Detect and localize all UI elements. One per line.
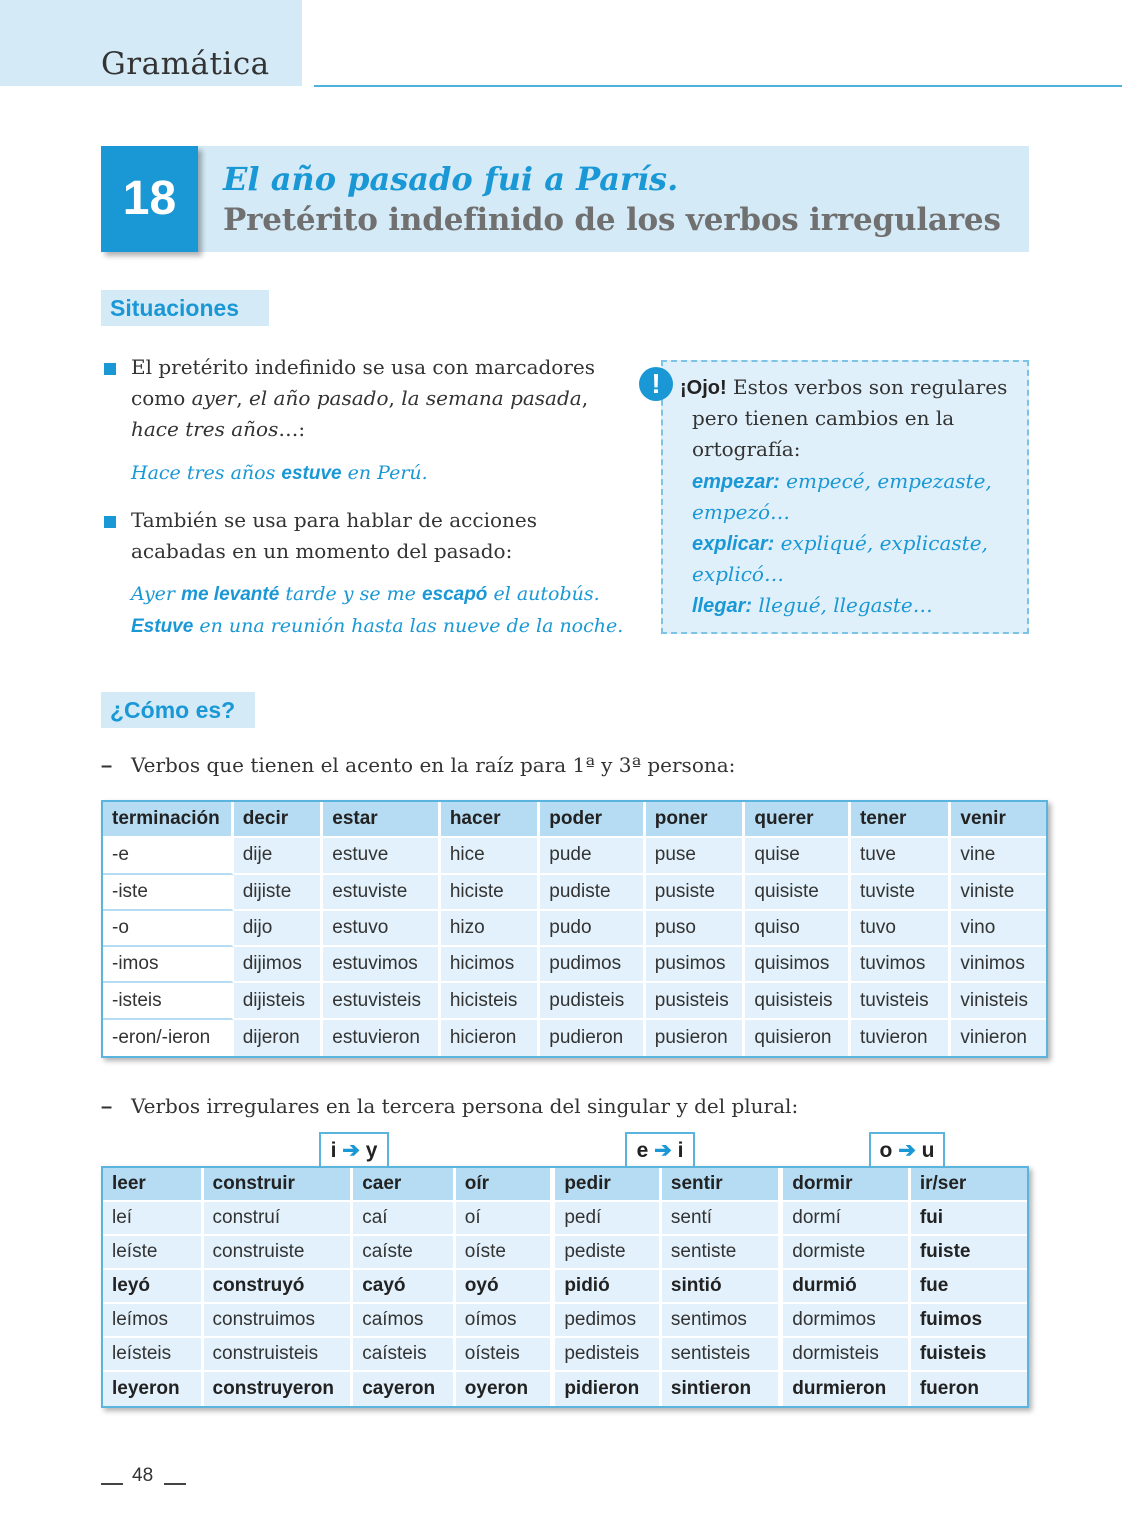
verb-form-cell: construimos <box>204 1304 354 1338</box>
verb-form-cell: quise <box>745 838 851 874</box>
verb-form-cell: sentimos <box>662 1304 783 1338</box>
verb-form-cell: hicimos <box>441 947 540 983</box>
example-1: Hace tres años estuve en Perú. <box>131 462 428 484</box>
table1-header-cell: poder <box>540 802 646 838</box>
verb-form-cell: tuvimos <box>851 947 951 983</box>
table2-header-cell: caer <box>353 1168 456 1202</box>
verb-form-cell: tuvisteis <box>851 983 951 1019</box>
verb-form-cell: dormimos <box>783 1304 911 1338</box>
verb-form-cell: vinimos <box>951 947 1046 983</box>
verb-form-cell: vinisteis <box>951 983 1046 1019</box>
bullet2-line1: También se usa para hablar de acciones <box>131 508 537 532</box>
bullet1-line1: El pretérito indefinido se usa con marcadores <box>131 355 595 379</box>
ojo-line-2: pero tienen cambios en la <box>692 406 955 430</box>
bullet1-line2: como ayer, el año pasado, la semana pasada, <box>131 386 589 410</box>
table1-header-cell: venir <box>951 802 1046 838</box>
verb-form-cell: pusiste <box>646 875 746 911</box>
verb-form-cell: construisteis <box>204 1338 354 1372</box>
verb-form-cell: dijo <box>234 911 324 947</box>
intro-line-2: – Verbos irregulares en la tercera persona del singular y del plural: <box>101 1094 799 1118</box>
chapter-subtitle: Pretérito indefinido de los verbos irregulares <box>223 202 1001 238</box>
bullet-square <box>104 363 116 375</box>
verb-form-cell: pudieron <box>540 1020 646 1056</box>
verb-form-cell: caíste <box>353 1236 456 1270</box>
verb-form-cell: leí <box>103 1202 204 1236</box>
verb-form-cell: oyeron <box>456 1372 556 1406</box>
verb-form-cell: viniste <box>951 875 1046 911</box>
ending-cell: -e <box>103 838 234 874</box>
verb-form-cell: fue <box>911 1270 1027 1304</box>
verb-form-cell: durmieron <box>783 1372 911 1406</box>
verb-form-cell: oísteis <box>456 1338 556 1372</box>
verb-form-cell: pediste <box>555 1236 662 1270</box>
verb-form-cell: fuiste <box>911 1236 1027 1270</box>
verb-form-cell: dijimos <box>234 947 324 983</box>
bullet-square <box>104 516 116 528</box>
verb-form-cell: pidieron <box>555 1372 662 1406</box>
ending-cell: -isteis <box>103 983 234 1019</box>
verb-form-cell: dijeron <box>234 1020 324 1056</box>
chapter-number: 18 <box>101 146 198 252</box>
section-title: Gramática <box>101 46 270 82</box>
verb-form-cell: quisiste <box>745 875 851 911</box>
verb-form-cell: oí <box>456 1202 556 1236</box>
ojo-verb-empezar: empezar: empecé, empezaste, <box>692 469 992 493</box>
verb-form-cell: estuvieron <box>323 1020 441 1056</box>
table-row <box>103 1372 1027 1406</box>
ojo-verb-explicar: explicar: expliqué, explicaste, <box>692 531 988 555</box>
verb-form-cell: fueron <box>911 1372 1027 1406</box>
verb-form-cell: hicieron <box>441 1020 540 1056</box>
verb-form-cell: fuisteis <box>911 1338 1027 1372</box>
tag-o-u: o ➔ u <box>869 1132 945 1168</box>
example-2: Ayer me levanté tarde y se me escapó el autobús. <box>131 583 600 605</box>
verb-form-cell: construí <box>204 1202 354 1236</box>
verb-form-cell: pudo <box>540 911 646 947</box>
verb-form-cell: dijisteis <box>234 983 324 1019</box>
table1-header-cell: tener <box>851 802 951 838</box>
verb-form-cell: leíste <box>103 1236 204 1270</box>
verb-form-cell: construyeron <box>204 1372 354 1406</box>
table2-header-cell: construir <box>204 1168 354 1202</box>
verb-form-cell: oyó <box>456 1270 556 1304</box>
verb-form-cell: leísteis <box>103 1338 204 1372</box>
verb-form-cell: hice <box>441 838 540 874</box>
verb-form-cell: construyó <box>204 1270 354 1304</box>
arrow-right-icon: ➔ <box>898 1139 916 1162</box>
verb-form-cell: dormí <box>783 1202 911 1236</box>
table-row <box>103 1338 1027 1372</box>
verb-form-cell: cayeron <box>353 1372 456 1406</box>
verb-form-cell: tuve <box>851 838 951 874</box>
verb-form-cell: quisimos <box>745 947 851 983</box>
table2-header-cell: dormir <box>783 1168 911 1202</box>
table-row <box>103 1236 1027 1270</box>
table-tercera-persona <box>101 1166 1029 1408</box>
verb-form-cell: quiso <box>745 911 851 947</box>
verb-form-cell: pudiste <box>540 875 646 911</box>
verb-form-cell: dormiste <box>783 1236 911 1270</box>
verb-form-cell: leímos <box>103 1304 204 1338</box>
verb-form-cell: pedisteis <box>555 1338 662 1372</box>
page-number: 48 <box>132 1465 154 1486</box>
verb-form-cell: vino <box>951 911 1046 947</box>
verb-form-cell: pedimos <box>555 1304 662 1338</box>
header-rule <box>314 85 1122 87</box>
verb-form-cell: caímos <box>353 1304 456 1338</box>
ojo-verb-empezar-cont: empezó… <box>692 500 791 524</box>
table2-header-cell: leer <box>103 1168 204 1202</box>
verb-form-cell: quisieron <box>745 1020 851 1056</box>
table-row <box>103 1202 1027 1236</box>
exclamation-icon: ! <box>639 367 673 401</box>
verb-form-cell: leyó <box>103 1270 204 1304</box>
verb-form-cell: pusieron <box>646 1020 746 1056</box>
table-row <box>103 875 1046 911</box>
table1-header-cell: estar <box>323 802 441 838</box>
ojo-line-1: ¡Ojo! Estos verbos son regulares <box>680 375 1008 399</box>
verb-form-cell: pidió <box>555 1270 662 1304</box>
verb-form-cell: sentisteis <box>662 1338 783 1372</box>
footer-rule-right <box>164 1483 186 1485</box>
table-row <box>103 983 1046 1019</box>
verb-form-cell: sintió <box>662 1270 783 1304</box>
ending-cell: -imos <box>103 947 234 983</box>
table2-header-cell: ir/ser <box>911 1168 1027 1202</box>
verb-form-cell: dijiste <box>234 875 324 911</box>
verb-form-cell: pudisteis <box>540 983 646 1019</box>
verb-form-cell: oímos <box>456 1304 556 1338</box>
arrow-right-icon: ➔ <box>654 1139 672 1162</box>
table-row <box>103 838 1046 874</box>
tag-i-y: i ➔ y <box>319 1132 389 1168</box>
verb-form-cell: quisisteis <box>745 983 851 1019</box>
verb-form-cell: estuvo <box>323 911 441 947</box>
ojo-verb-llegar: llegar: llegué, llegaste… <box>692 593 933 617</box>
verb-form-cell: tuvo <box>851 911 951 947</box>
bullet2-line2: acabadas en un momento del pasado: <box>131 539 513 563</box>
verb-form-cell: cayó <box>353 1270 456 1304</box>
verb-form-cell: caí <box>353 1202 456 1236</box>
table-row <box>103 947 1046 983</box>
verb-form-cell: sentiste <box>662 1236 783 1270</box>
verb-form-cell: leyeron <box>103 1372 204 1406</box>
situaciones-label: Situaciones <box>101 290 269 326</box>
bullet1-line3: hace tres años…: <box>131 417 306 441</box>
verb-form-cell: hicisteis <box>441 983 540 1019</box>
footer-rule-left <box>101 1483 123 1485</box>
ending-cell: -o <box>103 911 234 947</box>
table-row <box>103 1020 1046 1056</box>
verb-form-cell: fui <box>911 1202 1027 1236</box>
verb-form-cell: caísteis <box>353 1338 456 1372</box>
ending-cell: -eron/-ieron <box>103 1020 234 1056</box>
table-row <box>103 1270 1027 1304</box>
verb-form-cell: pedí <box>555 1202 662 1236</box>
verb-form-cell: estuve <box>323 838 441 874</box>
verb-form-cell: estuvisteis <box>323 983 441 1019</box>
arrow-right-icon: ➔ <box>342 1139 360 1162</box>
ojo-verb-explicar-cont: explicó… <box>692 562 784 586</box>
tag-e-i: e ➔ i <box>625 1132 695 1168</box>
verb-form-cell: pude <box>540 838 646 874</box>
verb-form-cell: oíste <box>456 1236 556 1270</box>
verb-form-cell: sentí <box>662 1202 783 1236</box>
table1-header-cell: poner <box>646 802 746 838</box>
table1-header-cell: decir <box>234 802 324 838</box>
chapter-title: El año pasado fui a París. <box>223 160 679 198</box>
verb-form-cell: construiste <box>204 1236 354 1270</box>
verb-form-cell: hizo <box>441 911 540 947</box>
verb-form-cell: vine <box>951 838 1046 874</box>
verb-form-cell: pusisteis <box>646 983 746 1019</box>
verb-form-cell: sintieron <box>662 1372 783 1406</box>
table1-header-cell: querer <box>745 802 851 838</box>
table2-header-cell: pedir <box>555 1168 662 1202</box>
verb-form-cell: tuvieron <box>851 1020 951 1056</box>
verb-form-cell: durmió <box>783 1270 911 1304</box>
table-row <box>103 1304 1027 1338</box>
verb-form-cell: tuviste <box>851 875 951 911</box>
ojo-line-3: ortografía: <box>692 437 801 461</box>
como-es-label: ¿Cómo es? <box>101 692 255 728</box>
table1-header-cell: hacer <box>441 802 540 838</box>
intro-line-1: – Verbos que tienen el acento en la raíz para 1ª y 3ª persona: <box>101 753 736 777</box>
verb-form-cell: dormisteis <box>783 1338 911 1372</box>
verb-form-cell: vinieron <box>951 1020 1046 1056</box>
table-row <box>103 911 1046 947</box>
verb-form-cell: pudimos <box>540 947 646 983</box>
table2-header-cell: oír <box>456 1168 556 1202</box>
verb-form-cell: pusimos <box>646 947 746 983</box>
verb-form-cell: dije <box>234 838 324 874</box>
verb-form-cell: puso <box>646 911 746 947</box>
verb-form-cell: estuvimos <box>323 947 441 983</box>
verb-form-cell: puse <box>646 838 746 874</box>
table1-header-cell: terminación <box>103 802 234 838</box>
table2-header-cell: sentir <box>662 1168 783 1202</box>
ending-cell: -iste <box>103 875 234 911</box>
table-acento-raiz <box>101 800 1048 1058</box>
verb-form-cell: fuimos <box>911 1304 1027 1338</box>
verb-form-cell: hiciste <box>441 875 540 911</box>
verb-form-cell: estuviste <box>323 875 441 911</box>
example-3: Estuve en una reunión hasta las nueve de la noche. <box>131 615 624 637</box>
